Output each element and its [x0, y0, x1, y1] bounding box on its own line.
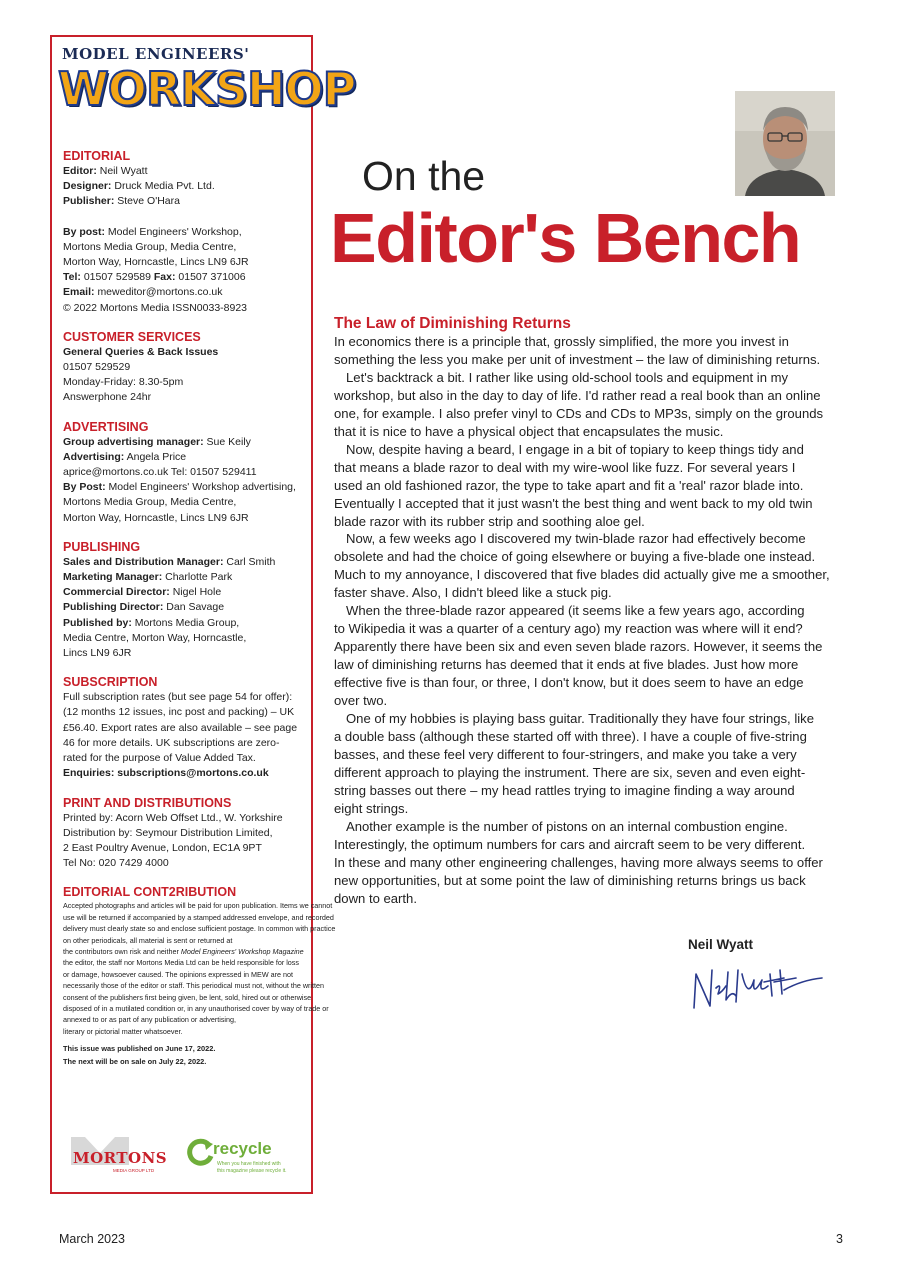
customer-phone: 01507 529529: [63, 361, 131, 374]
article-line: new opportunities, but at some point the law of diminishing returns brings us back: [334, 872, 806, 888]
contribution-line: delivery must clearly state so and enclose sufficient postage. In common with practice: [63, 924, 336, 934]
signature-image: [688, 960, 828, 1020]
sales-line: Sales and Distribution Manager: Carl Smith: [63, 555, 276, 568]
mortons-wordmark: MORTONS: [73, 1149, 168, 1167]
article-line: blade razor with its rubber strip and soothing aloe gel.: [334, 513, 645, 529]
contribution-line: the editor, the staff nor Mortons Media Ltd can be held responsible for loss: [63, 958, 299, 968]
editorial-heading: EDITORIAL: [63, 149, 131, 163]
title-on-the: On the: [362, 153, 486, 199]
article-line: eight strings.: [334, 800, 409, 816]
mortons-logo: [69, 1135, 168, 1173]
subscription-line: 46 for more details. UK subscriptions are zero-: [63, 736, 280, 749]
subscription-heading: SUBSCRIPTION: [63, 675, 158, 690]
post-line: By post: Model Engineers' Workshop,: [63, 225, 242, 238]
contribution-line: the contributors own risk and neither Model Engineers' Workshop Magazine: [63, 946, 304, 956]
article-line: In these and many other engineering challenges, having more always seems to offer: [334, 854, 823, 870]
logo-top-text: MODEL ENGINEERS': [62, 45, 250, 63]
sidebar-content: [63, 148, 336, 1081]
commercial-line: Commercial Director: Nigel Hole: [63, 586, 222, 599]
recycle-logo: [185, 1135, 315, 1179]
handwritten-signature: [688, 960, 828, 1020]
article-line: Much to my annoyance, I discovered that five blades did actually give me a smoother,: [334, 567, 830, 583]
article-line: Eventually I accepted that it just wasn't the best thing and went back to my old twin: [334, 495, 813, 511]
customer-hours: Monday-Friday: 8.30-5pm: [63, 376, 184, 389]
copyright-line: © 2022 Mortons Media ISSN0033-8923: [63, 301, 248, 314]
contribution-line: or damage, howsoever caused. The opinions expressed in MEW are not: [63, 969, 293, 979]
article-line: obsolete and had the choice of going elsewhere or buying a five-blade one instead.: [334, 549, 816, 565]
contribution-line: Accepted photographs and articles will be paid for upon publication. Items we cannot: [63, 901, 333, 911]
contribution-line: literary or pictorial matter whatsoever.: [63, 1026, 183, 1036]
page-title: Editor's Bench: [330, 199, 801, 277]
recycle-wordmark: recycle: [213, 1139, 272, 1158]
page-number: 3: [836, 1232, 843, 1246]
article-paragraph: [334, 710, 848, 818]
publishing-heading: PUBLISHING: [63, 539, 141, 554]
masthead-logo: [58, 45, 356, 140]
recycle-subtext: When you have finished with this magazine please recycle it.: [217, 1161, 287, 1174]
publisher-logos: [69, 1135, 309, 1179]
pubby-line: Lincs LN9 6JR: [63, 647, 132, 660]
publishing-section: [63, 539, 311, 661]
post-line: Morton Way, Horncastle, Lincs LN9 6JR: [63, 256, 249, 269]
article-line: one, for example. I also prefer vinyl to CDs and CDs to MP3s, simply on the grounds: [334, 405, 824, 421]
print-heading: PRINT AND DISTRIBUTIONS: [63, 795, 232, 810]
publication-dates: [63, 1042, 311, 1068]
pubdir-line: Publishing Director: Dan Savage: [63, 601, 225, 614]
contribution-line: on other periodicals, all material is sent or returned at: [63, 935, 233, 945]
subscription-enquiries: Enquiries: subscriptions@mortons.co.uk: [63, 767, 269, 780]
subscription-section: [63, 674, 311, 781]
print-line: Tel No: 020 7429 4000: [63, 857, 169, 870]
article-line: Let's backtrack a bit. I rather like using old-school tools and equipment in my: [346, 369, 789, 385]
designer-line: Designer: Druck Media Pvt. Ltd.: [63, 180, 215, 193]
article-line: a double bass (although these started off with three). I have a couple of five-string: [334, 728, 807, 744]
subscription-line: rated for the purpose of Value Added Tax.: [63, 752, 256, 765]
contribution-line: consent of the publishers first being given, be lent, sold, hired out or otherwise: [63, 992, 312, 1002]
customer-section: [63, 329, 311, 406]
print-line: Distribution by: Seymour Distribution Limited,: [63, 826, 273, 839]
article-paragraph: [334, 441, 848, 531]
article-paragraph: [334, 818, 848, 908]
adv-line: Advertising: Angela Price: [63, 450, 187, 463]
article-paragraph: [334, 530, 848, 602]
advertising-section: [63, 419, 311, 526]
print-line: Printed by: Acorn Web Offset Ltd., W. Yorkshire: [63, 811, 283, 824]
editor-portrait-image: [735, 91, 835, 196]
article-line: over two.: [334, 693, 388, 709]
article-heading: The Law of Diminishing Returns: [334, 315, 571, 332]
contribution-heading: EDITORIAL CONT2RIBUTION: [63, 885, 237, 900]
article-line: One of my hobbies is playing bass guitar. Traditionally they have four strings, like: [346, 711, 814, 727]
tel-line: Tel: 01507 529589 Fax: 01507 371006: [63, 271, 246, 284]
adv-post-line: Morton Way, Horncastle, Lincs LN9 6JR: [63, 511, 249, 524]
mortons-subtext: MEDIA GROUP LTD: [113, 1168, 155, 1173]
article-paragraph: [334, 369, 848, 441]
article-line: used an old fashioned razor, the type to take apart and fit a 'real' razor blade into.: [334, 477, 804, 493]
subscription-line: Full subscription rates (but see page 54 for offer):: [63, 691, 293, 704]
contribution-section: [63, 884, 336, 1068]
subscription-line: (12 months 12 issues, inc post and packing) – UK: [63, 706, 295, 719]
article-line: Apparently there have been six and even seven blade razors. However, it seems the: [334, 639, 823, 655]
advertising-heading: ADVERTISING: [63, 419, 149, 434]
article-line: effective five is than four, or three, I don't know, but it does seem to have an edge: [334, 675, 804, 691]
published-date: This issue was published on June 17, 2022.: [63, 1044, 216, 1054]
article-line: Now, despite having a beard, I engage in a bit of topiary to keep things tidy and: [346, 441, 804, 457]
editorial-section: [63, 148, 311, 316]
article-line: that it is nice to have a physical object that encapsulates the music.: [334, 423, 724, 439]
article-line: down to earth.: [334, 890, 417, 906]
article-line: that means a blade razor to deal with my wire-wool like fuzz. For several years I: [334, 459, 796, 475]
adv-contact: aprice@mortons.co.uk Tel: 01507 529411: [63, 466, 257, 479]
customer-subheading: General Queries & Back Issues: [63, 345, 219, 358]
editor-line: Editor: Neil Wyatt: [63, 165, 148, 177]
sidebar-panel: [50, 35, 356, 1194]
article-line: In economics there is a principle that, grossly simplified, the more you invest in: [334, 334, 789, 349]
article-line: Now, a few weeks ago I discovered my twin-blade razor had effectively become: [346, 531, 806, 547]
print-line: 2 East Poultry Avenue, London, EC1A 9PT: [63, 841, 262, 854]
marketing-line: Marketing Manager: Charlotte Park: [63, 571, 233, 584]
editor-photo: [735, 91, 835, 196]
article-line: Interestingly, the optimum numbers for cars and aircraft seem to be very different.: [334, 836, 806, 852]
article-line: law of diminishing returns has deemed that it ends at five blades. Just how more: [334, 657, 799, 673]
post-line: Mortons Media Group, Media Centre,: [63, 240, 237, 253]
article-line: something the less you make per unit of investment – the law of diminishing returns.: [334, 351, 821, 367]
email-line: Email: meweditor@mortons.co.uk: [63, 286, 223, 299]
group-adv-line: Group advertising manager: Sue Keily: [63, 435, 251, 448]
recycle-icon: [185, 1137, 215, 1167]
adv-post-line: Mortons Media Group, Media Centre,: [63, 496, 237, 509]
contribution-line: annexed to or as part of any publication or advertising,: [63, 1015, 237, 1025]
article-body: [334, 314, 848, 908]
contribution-line: disposed of in a mutilated condition or, in any unauthorised cover by way of trade or: [63, 1003, 329, 1013]
subscription-line: £56.40. Export rates are also available – see page: [63, 721, 298, 734]
spacer: [63, 210, 311, 225]
customer-heading: CUSTOMER SERVICES: [63, 329, 201, 344]
issue-date: March 2023: [59, 1232, 126, 1246]
article-line: Another example is the number of pistons on an internal combustion engine.: [346, 818, 788, 834]
article-line: workshop, but also in the day to day of life. I'd rather read a real book than an online: [334, 387, 821, 403]
signature-name: Neil Wyatt: [688, 937, 754, 952]
publisher-line: Publisher: Steve O'Hara: [63, 195, 180, 208]
logo-main-text: WORKSHOP: [58, 62, 356, 116]
article-line: different approach to playing the instrument. There are six, seven and even eight-: [334, 764, 806, 780]
article-line: string basses out there – my head rattles trying to imagine finding a way around: [334, 782, 795, 798]
next-issue-date: The next will be on sale on July 22, 2022.: [63, 1057, 207, 1067]
contribution-line: use will be returned if accompanied by a stamped addressed envelope, and recorded: [63, 912, 334, 922]
pubby-line: Media Centre, Morton Way, Horncastle,: [63, 631, 247, 644]
article-paragraph: [334, 602, 848, 710]
article-line: When the three-blade razor appeared (it seems like a few years ago, according: [346, 603, 805, 619]
print-section: [63, 795, 311, 872]
pubby-line: Published by: Mortons Media Group,: [63, 616, 240, 629]
article-paragraph: [334, 333, 848, 369]
contribution-text: [63, 900, 336, 1037]
article-line: basses, and these feel very different to four-stringers, and make you take a very: [334, 746, 797, 762]
contribution-line: necessarily those of the editor or staff. This periodical must not, without the written: [63, 981, 325, 991]
adv-post-line: By Post: Model Engineers' Workshop advertising,: [63, 481, 296, 494]
customer-answerphone: Answerphone 24hr: [63, 391, 152, 404]
article-line: to Wikipedia it was a quarter of a century ago) my reaction was where will it end?: [334, 621, 803, 637]
article-line: faster shave. Also, I didn't bleed like a stuck pig.: [334, 585, 612, 601]
